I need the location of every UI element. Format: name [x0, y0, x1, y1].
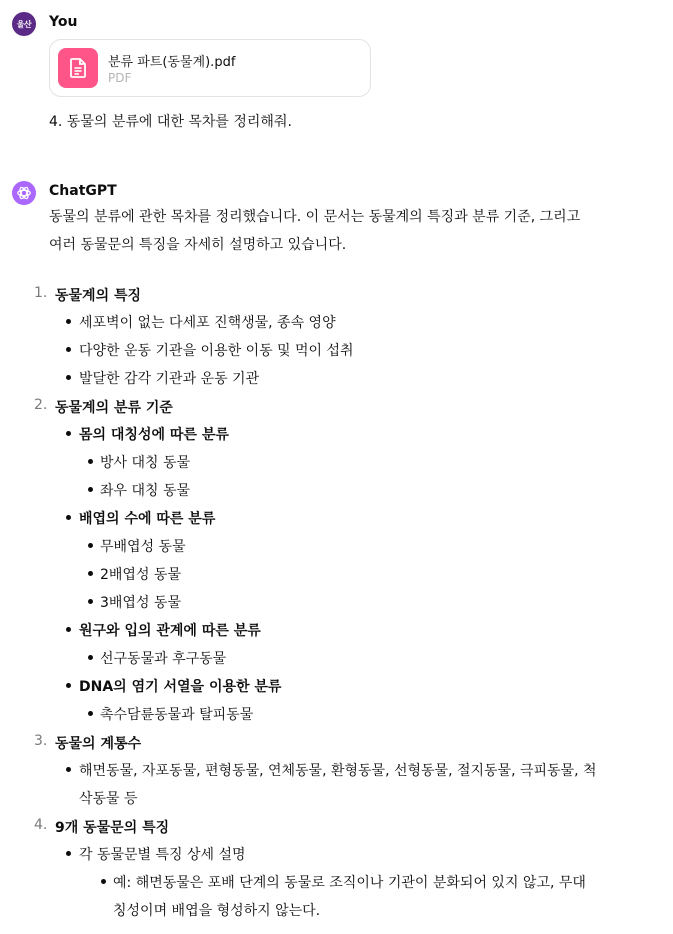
- file-attachment[interactable]: [49, 39, 371, 97]
- bullet: [66, 767, 71, 772]
- bullet: [66, 375, 71, 380]
- list-item: 촉수담륜동물과 탈피동물: [100, 707, 254, 723]
- user-name: You: [49, 14, 78, 30]
- group-title: DNA의 염기 서열을 이용한 분류: [79, 679, 282, 695]
- bullet: [88, 543, 93, 548]
- list-item: 2배엽성 동물: [100, 567, 181, 583]
- bullet: [66, 515, 71, 520]
- bullet: [66, 851, 71, 856]
- group-title: 배엽의 수에 따른 분류: [79, 511, 216, 527]
- user-message: [12, 12, 662, 142]
- list-item: 세포벽이 없는 다세포 진핵생물, 종속 영양: [79, 315, 336, 331]
- user-avatar-text: 울산: [16, 19, 32, 29]
- section-title: 동물의 계통수: [55, 736, 142, 752]
- bullet: [66, 319, 71, 324]
- list-item-continued: 칭성이며 배엽을 형성하지 않는다.: [113, 903, 321, 919]
- bullet: [88, 487, 93, 492]
- assistant-message: [12, 181, 662, 926]
- list-item: 발달한 감각 기관과 운동 기관: [79, 371, 260, 387]
- bullet: [88, 459, 93, 464]
- bullet: [88, 599, 93, 604]
- intro-line: 여러 동물문의 특징을 자세히 설명하고 있습니다.: [49, 237, 347, 253]
- list-item: 좌우 대칭 동물: [100, 483, 191, 499]
- list-item: 3배엽성 동물: [100, 595, 181, 611]
- bullet: [101, 879, 106, 884]
- group-title: 원구와 입의 관계에 따른 분류: [79, 623, 261, 639]
- bullet: [66, 347, 71, 352]
- assistant-name: ChatGPT: [49, 183, 117, 199]
- bullet: [88, 571, 93, 576]
- chatgpt-logo-icon: [12, 181, 36, 205]
- bullet: [88, 711, 93, 716]
- assistant-intro: [49, 203, 664, 259]
- section-number: 2.: [34, 397, 48, 413]
- section-title: 9개 동물문의 특징: [55, 820, 170, 836]
- bullet: [66, 431, 71, 436]
- file-name: 분류 파트(동물계).pdf: [108, 55, 236, 70]
- list-item-continued: 삭동물 등: [79, 791, 138, 807]
- user-message-text: 4. 동물의 분류에 대한 목차를 정리해줘.: [49, 114, 292, 130]
- list-item: 무배엽성 동물: [100, 539, 186, 555]
- list-item: 각 동물문별 특징 상세 설명: [79, 847, 246, 863]
- list-item: 선구동물과 후구동물: [100, 651, 227, 667]
- group-title: 몸의 대칭성에 따른 분류: [79, 427, 229, 443]
- list-item: 해면동물, 자포동물, 편형동물, 연체동물, 환형동물, 선형동물, 절지동물, 극피동물, 척: [79, 763, 597, 779]
- intro-line: 동물의 분류에 관한 목차를 정리했습니다. 이 문서는 동물계의 특징과 분류 기준, 그리고: [49, 209, 581, 225]
- section-title: 동물계의 특징: [55, 288, 142, 304]
- bullet: [88, 655, 93, 660]
- document-icon: [58, 48, 98, 88]
- section-number: 4.: [34, 817, 48, 833]
- list-item: 예: 해면동물은 포배 단계의 동물로 조직이나 기관이 분화되어 있지 않고, 무대: [113, 875, 586, 891]
- section-title: 동물계의 분류 기준: [55, 400, 173, 416]
- user-avatar[interactable]: [12, 12, 36, 36]
- file-type: PDF: [108, 71, 132, 85]
- bullet: [66, 683, 71, 688]
- bullet: [66, 627, 71, 632]
- section-number: 1.: [34, 285, 48, 301]
- section-number: 3.: [34, 733, 48, 749]
- list-item: 방사 대칭 동물: [100, 455, 191, 471]
- list-item: 다양한 운동 기관을 이용한 이동 및 먹이 섭취: [79, 343, 354, 359]
